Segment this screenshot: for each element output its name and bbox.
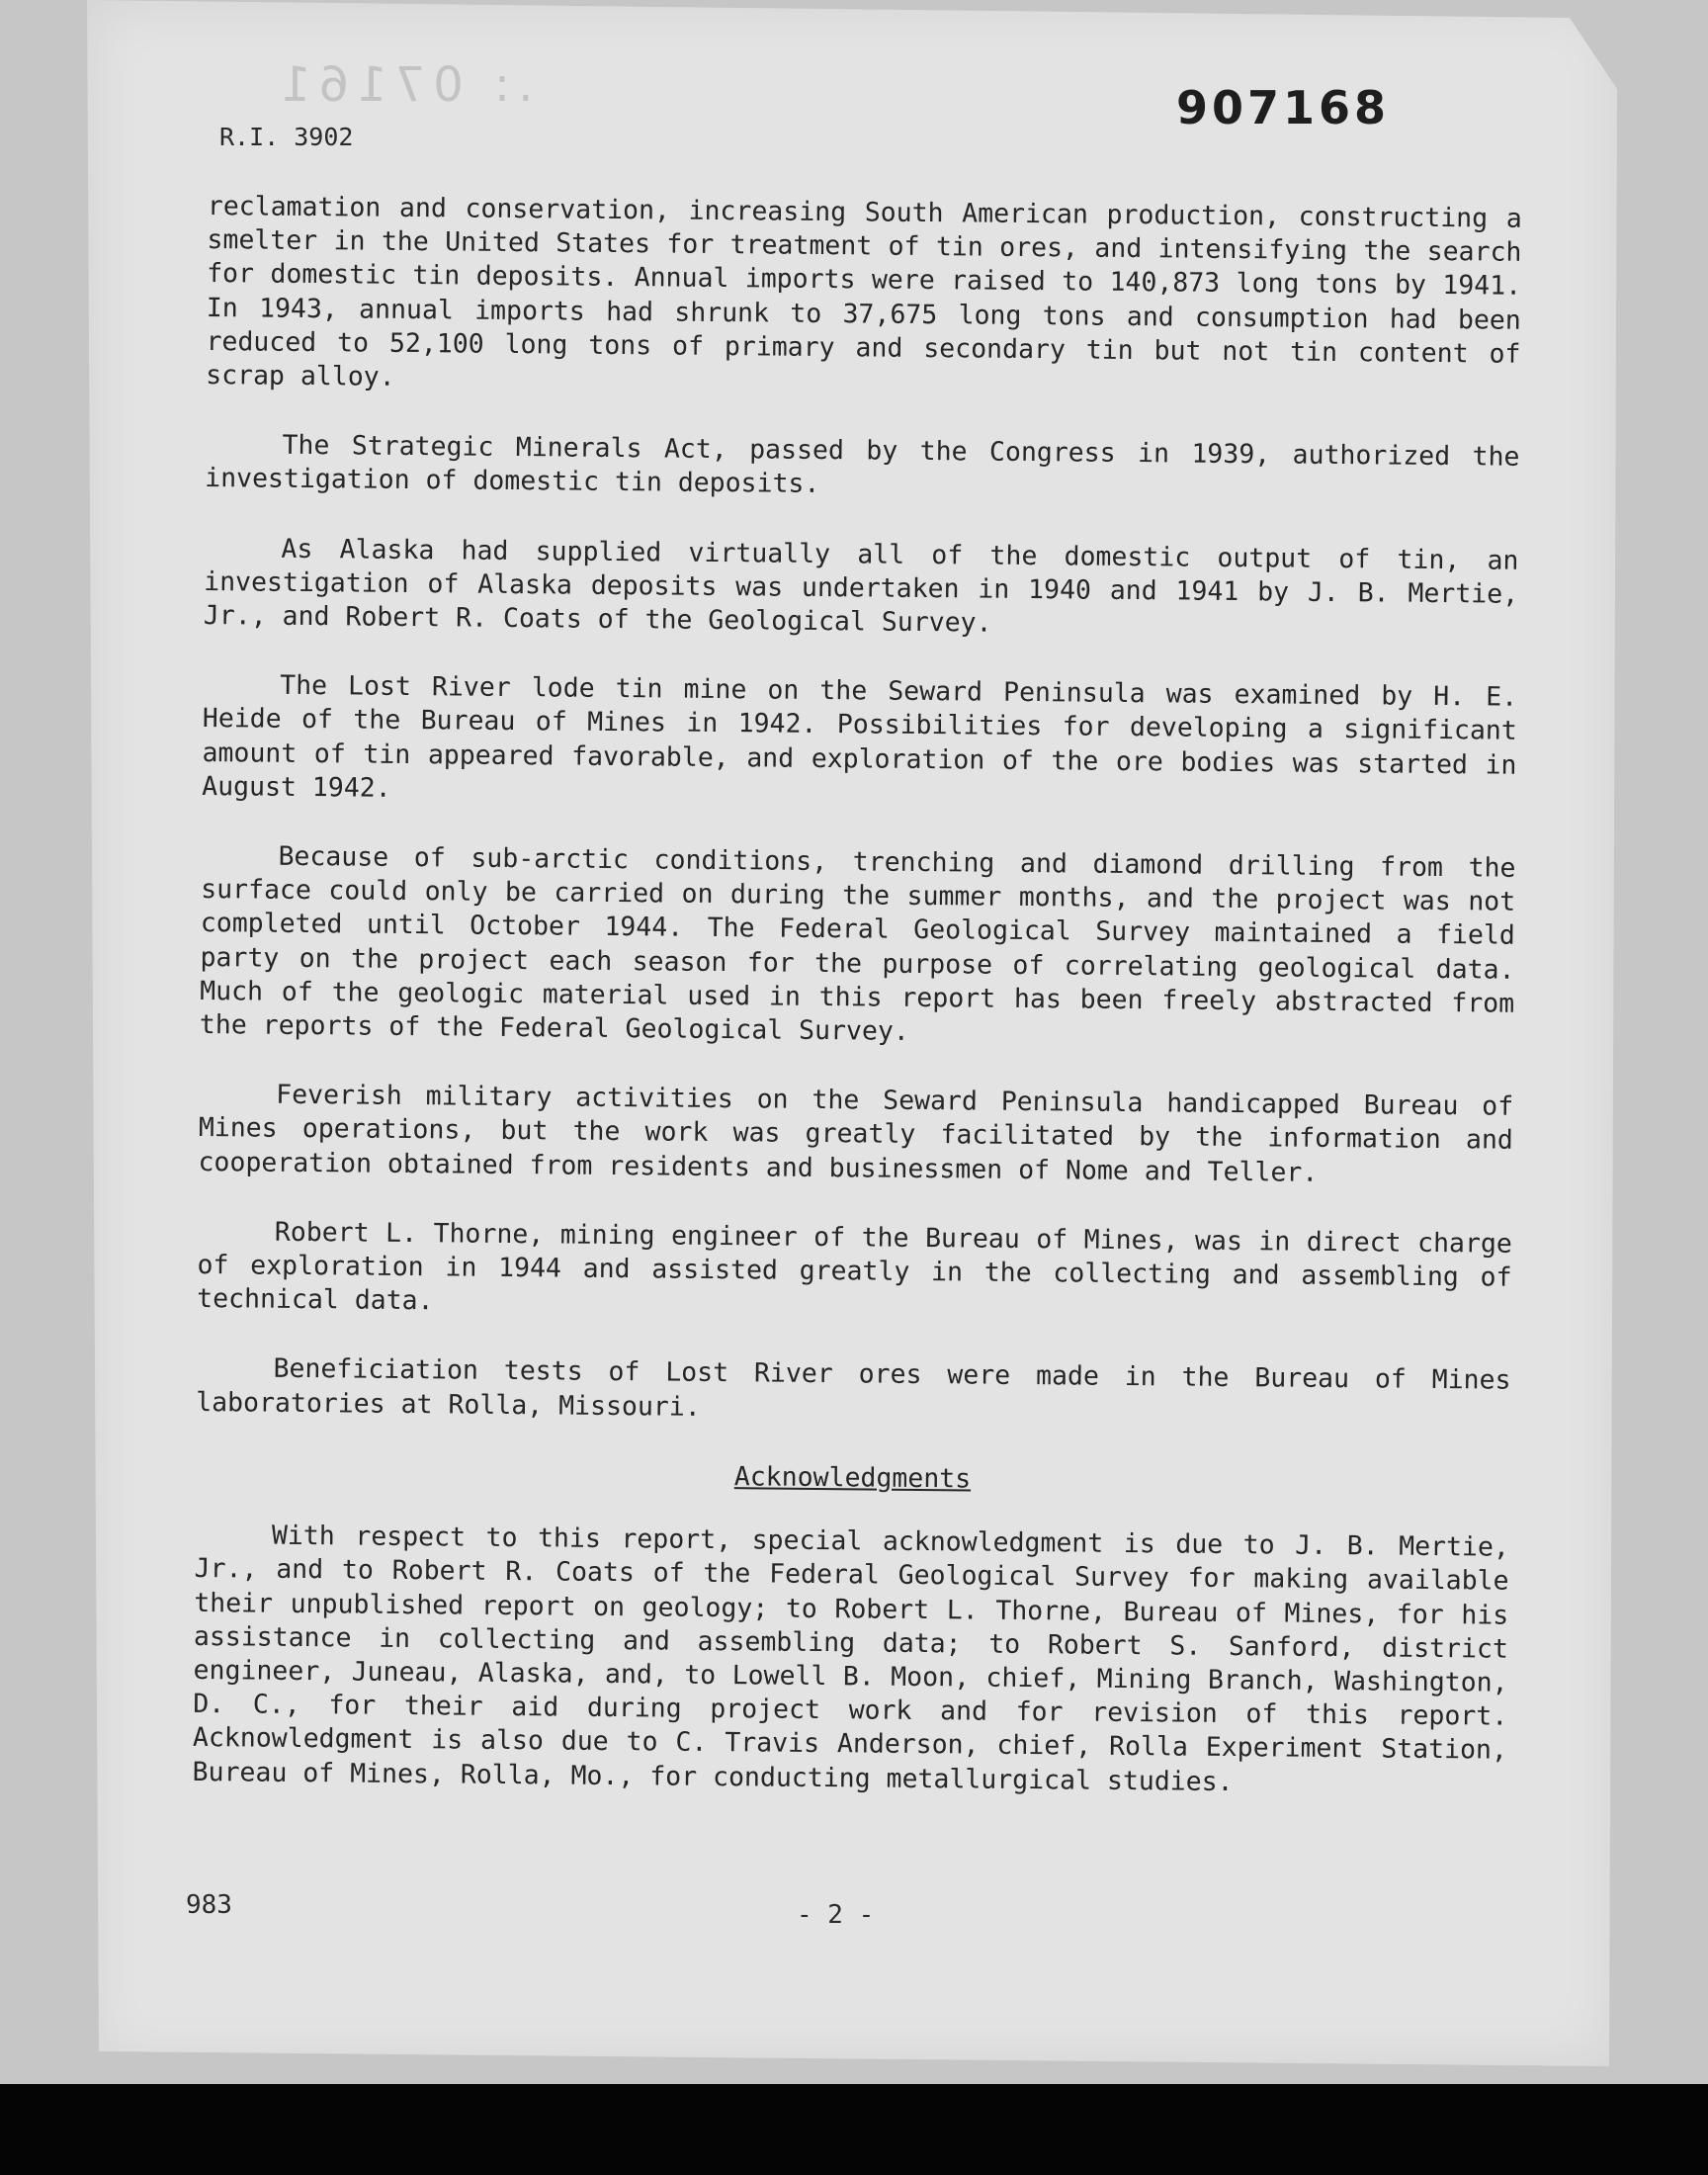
- report-number: R.I. 3902: [219, 123, 354, 151]
- paragraph-intro-continued: reclamation and conservation, increasing South American production, constructing a smelter in the United States for treatment of tin ores, and intensifying the search for domestic tin deposits. Annual imports were raised to 140,873 long tons by 1941. In 1943, annual imports had shrunk to 37,675 long tons and consumption had been reduced to 52,100 long tons of primary and secondary tin but not tin content of scrap alloy.: [206, 190, 1522, 392]
- paragraph-lost-river-mine: The Lost River lode tin mine on the Seward Peninsula was examined by H. E. Heide of the Bureau of Mines in 1942. Possibilities for developing a significant amount of tin appeared favorable, and exploration of the ore bodies was started in August 1942.: [202, 669, 1518, 804]
- paragraph-military-activities: Feverish military activities on the Seward Peninsula handicapped Bureau of Mines operations, but the work was greatly facilitated by the information and cooperation obtained from residents and businessmen of Nome and Teller.: [198, 1079, 1514, 1188]
- paragraph-acknowledgments: With respect to this report, special acknowledgment is due to J. B. Mertie, Jr., and to Robert R. Coats of the Federal Geological Survey for making available their unpublished report on geology; to Robert L. Thorne, Bureau of Mines, for his assistance in collecting and assembling data; to Robert S. Sanford, district engineer, Juneau, Alaska, and, to Lowell B. Moon, chief, Mining Branch, Washington, D. C., for their aid during project work and for revision of this report. Acknowledgment is also due to C. Travis Anderson, chief, Rolla Experiment Station, Bureau of Mines, Rolla, Mo., for conducting metallurgical studies.: [192, 1520, 1510, 1797]
- paragraph-beneficiation-tests: Beneficiation tests of Lost River ores were made in the Bureau of Mines laboratories at Rolla, Missouri.: [196, 1353, 1511, 1423]
- paragraph-robert-thorne: Robert L. Thorne, mining engineer of the Bureau of Mines, was in direct charge of exploration in 1944 and assisted greatly in the collecting and assembling of technical data.: [197, 1216, 1512, 1317]
- paragraph-strategic-minerals-act: The Strategic Minerals Act, passed by the Congress in 1939, authorized the investigation of domestic tin deposits.: [205, 429, 1520, 500]
- bleed-through-stamp: .: 07161: [273, 57, 534, 113]
- paragraph-sub-arctic-conditions: Because of sub-arctic conditions, trenching and diamond drilling from the surface could only be carried on during the summer months, and the project was not completed until October 1944. The Federal Geological Survey maintained a field party on the project each season for the purpose of correlating geological data. Much of the geologic material used in this report has been freely abstracted from the reports of the Federal Geological Survey.: [199, 840, 1516, 1047]
- footer-document-number: 983: [186, 1890, 232, 1920]
- body-text: [192, 190, 1522, 1837]
- paragraph-alaska-investigation: As Alaska had supplied virtually all of the domestic output of tin, an investigation of Alaska deposits was undertaken in 1940 and 1941 by J. B. Mertie, Jr., and Robert R. Coats of the Geological Survey.: [203, 533, 1519, 639]
- document-stamp-number: 907168: [1176, 81, 1391, 134]
- acknowledgments-heading: Acknowledgments: [733, 1461, 972, 1495]
- scanner-bottom-band: [0, 2084, 1708, 2175]
- page-number: - 2 -: [797, 1900, 875, 1930]
